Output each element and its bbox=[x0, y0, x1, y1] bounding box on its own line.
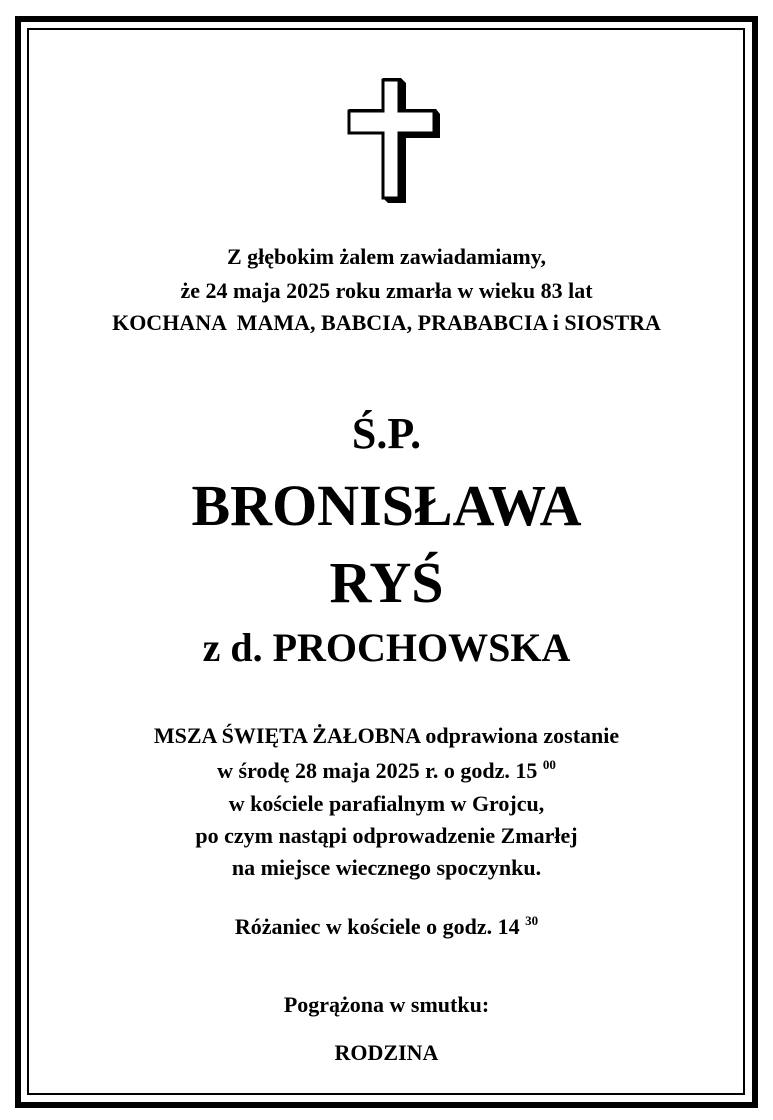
rosary-line bbox=[0, 914, 773, 940]
mass-line-5: na miejsce wiecznego spoczynku. bbox=[231, 855, 542, 880]
deceased-prefix: Ś.P. bbox=[351, 409, 422, 458]
family-signature: RODZINA bbox=[334, 1040, 439, 1065]
mass-line-3: w kościele parafialnym w Grojcu, bbox=[228, 791, 545, 816]
mourning-line: Pogrążona w smutku: bbox=[283, 992, 490, 1017]
cross-icon bbox=[346, 78, 442, 208]
mass-line-4: po czym nastąpi odprowadzenie Zmarłej bbox=[195, 823, 578, 848]
intro-line-1: Z głębokim żalem zawiadamiamy, bbox=[227, 244, 546, 269]
intro-line-3: KOCHANA MAMA, BABCIA, PRABABCIA i SIOSTRA bbox=[112, 310, 661, 335]
intro-line-2: że 24 maja 2025 roku zmarła w wieku 83 lat bbox=[180, 278, 593, 303]
deceased-given-name: BRONISŁAWA bbox=[191, 473, 582, 538]
deceased-surname: RYŚ bbox=[329, 550, 444, 615]
deceased-maiden-name: z d. PROCHOWSKA bbox=[202, 625, 571, 670]
rosary-time-minutes: 30 bbox=[525, 913, 539, 928]
rosary-text: Różaniec w kościele o godz. 14 bbox=[234, 914, 520, 939]
mass-time-minutes: 00 bbox=[542, 757, 556, 772]
mass-line-1: MSZA ŚWIĘTA ŻAŁOBNA odprawiona zostanie bbox=[153, 723, 620, 748]
mass-line-2 bbox=[0, 758, 773, 784]
mass-date-time: w środę 28 maja 2025 r. o godz. 15 bbox=[217, 758, 538, 783]
